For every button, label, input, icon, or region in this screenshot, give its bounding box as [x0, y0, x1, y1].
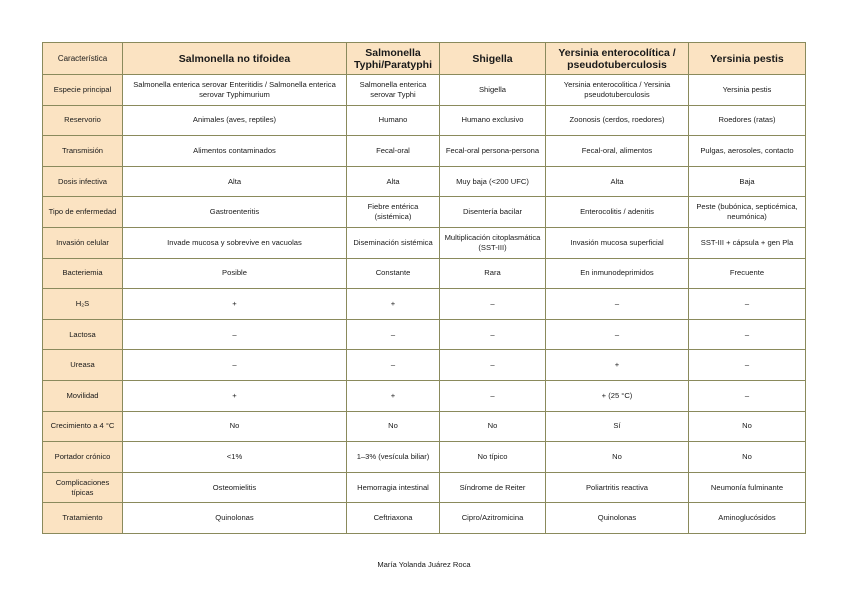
- table-cell: Enterocolitis / adenitis: [546, 197, 689, 228]
- table-cell: –: [689, 319, 806, 350]
- table-row: [43, 75, 806, 106]
- table-cell: Posible: [123, 258, 347, 289]
- table-cell: Fecal-oral, alimentos: [546, 136, 689, 167]
- table-cell: Alta: [546, 166, 689, 197]
- table-cell: Diseminación sistémica: [347, 227, 440, 258]
- table-cell: Roedores (ratas): [689, 105, 806, 136]
- table-cell: Cipro/Azitromicina: [440, 503, 546, 534]
- table-cell: Fiebre entérica (sistémica): [347, 197, 440, 228]
- table-cell: Animales (aves, reptiles): [123, 105, 347, 136]
- row-header: Bacteriemia: [43, 258, 123, 289]
- table-cell: Salmonella enterica serovar Enteritidis / Salmonella enterica serovar Typhimurium: [123, 75, 347, 106]
- row-header: Complicaciones típicas: [43, 472, 123, 503]
- table-cell: Disentería bacilar: [440, 197, 546, 228]
- table-body: [43, 75, 806, 534]
- table-cell: Peste (bubónica, septicémica, neumónica): [689, 197, 806, 228]
- table-cell: No: [440, 411, 546, 442]
- row-header: Tipo de enfermedad: [43, 197, 123, 228]
- table-row: [43, 442, 806, 473]
- table-row: [43, 350, 806, 381]
- column-header: Salmonella Typhi/Paratyphi: [347, 43, 440, 75]
- table-cell: Invasión mucosa superficial: [546, 227, 689, 258]
- table-row: [43, 258, 806, 289]
- table-cell: Osteomielitis: [123, 472, 347, 503]
- table-cell: No: [689, 442, 806, 473]
- table-cell: Salmonella enterica serovar Typhi: [347, 75, 440, 106]
- table-cell: Humano exclusivo: [440, 105, 546, 136]
- table-cell: No típico: [440, 442, 546, 473]
- table-cell: Alimentos contaminados: [123, 136, 347, 167]
- table-cell: No: [546, 442, 689, 473]
- comparison-table: [42, 42, 806, 534]
- table-cell: Sí: [546, 411, 689, 442]
- table-cell: Muy baja (<200 UFC): [440, 166, 546, 197]
- table-row: [43, 105, 806, 136]
- table-row: [43, 227, 806, 258]
- table-cell: Frecuente: [689, 258, 806, 289]
- row-header: Reservorio: [43, 105, 123, 136]
- table-cell: –: [689, 289, 806, 320]
- table-cell: No: [689, 411, 806, 442]
- footer-author: María Yolanda Juárez Roca: [377, 560, 471, 569]
- table-cell: Multiplicación citoplasmática (SST-III): [440, 227, 546, 258]
- table-cell: –: [440, 380, 546, 411]
- table-cell: –: [123, 350, 347, 381]
- row-header: Movilidad: [43, 380, 123, 411]
- table-cell: Quinolonas: [546, 503, 689, 534]
- table-cell: 1–3% (vesícula biliar): [347, 442, 440, 473]
- row-header: Invasión celular: [43, 227, 123, 258]
- table-cell: –: [347, 319, 440, 350]
- table-row: [43, 136, 806, 167]
- table-cell: Alta: [347, 166, 440, 197]
- table-row: [43, 503, 806, 534]
- table-cell: Yersinia pestis: [689, 75, 806, 106]
- column-header: Shigella: [440, 43, 546, 75]
- table-cell: –: [440, 350, 546, 381]
- table-cell: Invade mucosa y sobrevive en vacuolas: [123, 227, 347, 258]
- row-header: Transmisión: [43, 136, 123, 167]
- column-header: Yersinia pestis: [689, 43, 806, 75]
- table-cell: Zoonosis (cerdos, roedores): [546, 105, 689, 136]
- table-cell: Fecal-oral: [347, 136, 440, 167]
- table-cell: Yersinia enterocolitica / Yersinia pseudotuberculosis: [546, 75, 689, 106]
- row-header: Tratamiento: [43, 503, 123, 534]
- table-cell: SST-III + cápsula + gen Pla: [689, 227, 806, 258]
- table-cell: +: [546, 350, 689, 381]
- header-row: [43, 43, 806, 75]
- table-cell: –: [546, 319, 689, 350]
- table-cell: Síndrome de Reiter: [440, 472, 546, 503]
- row-header: Portador crónico: [43, 442, 123, 473]
- table-cell: +: [347, 289, 440, 320]
- table-cell: Baja: [689, 166, 806, 197]
- table-row: [43, 197, 806, 228]
- table-row: [43, 472, 806, 503]
- table-cell: Neumonía fulminante: [689, 472, 806, 503]
- table-cell: –: [689, 350, 806, 381]
- table-cell: Quinolonas: [123, 503, 347, 534]
- column-header: Yersinia enterocolítica / pseudotuberculosis: [546, 43, 689, 75]
- table-cell: Humano: [347, 105, 440, 136]
- table-cell: + (25 °C): [546, 380, 689, 411]
- column-header: Salmonella no tifoidea: [123, 43, 347, 75]
- row-header: Dosis infectiva: [43, 166, 123, 197]
- table-cell: Constante: [347, 258, 440, 289]
- row-header: Especie principal: [43, 75, 123, 106]
- table-cell: –: [689, 380, 806, 411]
- row-header: H₂S: [43, 289, 123, 320]
- table-cell: –: [347, 350, 440, 381]
- table-cell: Fecal-oral persona-persona: [440, 136, 546, 167]
- row-header: Crecimiento a 4 °C: [43, 411, 123, 442]
- table-cell: Poliartritis reactiva: [546, 472, 689, 503]
- row-header: Lactosa: [43, 319, 123, 350]
- table-row: [43, 411, 806, 442]
- table-cell: Ceftriaxona: [347, 503, 440, 534]
- row-header: Ureasa: [43, 350, 123, 381]
- table-cell: No: [123, 411, 347, 442]
- table-cell: +: [123, 380, 347, 411]
- table-cell: Pulgas, aerosoles, contacto: [689, 136, 806, 167]
- table-cell: Shigella: [440, 75, 546, 106]
- table-cell: Gastroenteritis: [123, 197, 347, 228]
- table-cell: No: [347, 411, 440, 442]
- table-cell: Hemorragia intestinal: [347, 472, 440, 503]
- table-cell: Alta: [123, 166, 347, 197]
- table-row: [43, 380, 806, 411]
- table-cell: <1%: [123, 442, 347, 473]
- table-cell: –: [440, 289, 546, 320]
- table-row: [43, 319, 806, 350]
- table-row: [43, 166, 806, 197]
- table-cell: –: [123, 319, 347, 350]
- table-cell: Aminoglucósidos: [689, 503, 806, 534]
- table-row: [43, 289, 806, 320]
- table-cell: En inmunodeprimidos: [546, 258, 689, 289]
- column-header: Característica: [43, 43, 123, 75]
- table-cell: +: [123, 289, 347, 320]
- table-cell: –: [440, 319, 546, 350]
- table-cell: Rara: [440, 258, 546, 289]
- table-cell: +: [347, 380, 440, 411]
- table-cell: –: [546, 289, 689, 320]
